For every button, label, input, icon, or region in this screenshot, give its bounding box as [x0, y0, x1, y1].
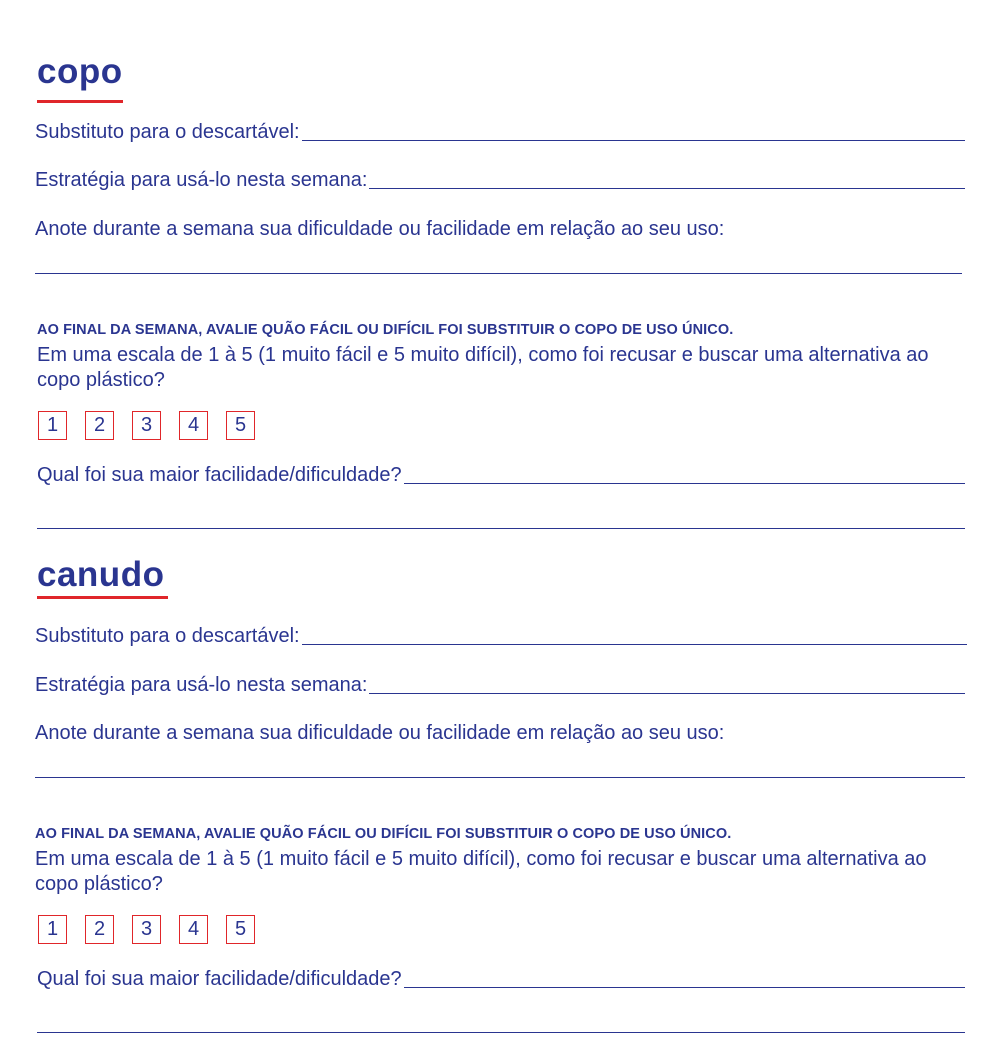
notes-label: Anote durante a semana sua dificuldade ou facilidade em relação ao seu uso: — [35, 218, 725, 240]
section-copo — [0, 0, 1000, 520]
scale-option-1[interactable]: 1 — [38, 915, 67, 944]
strategy-input-line[interactable] — [369, 168, 965, 189]
scale-option-3[interactable]: 3 — [132, 411, 161, 440]
strategy-label: Estratégia para usá-lo nesta semana: — [35, 169, 368, 191]
scale-option-5[interactable]: 5 — [226, 915, 255, 944]
strategy-label: Estratégia para usá-lo nesta semana: — [35, 674, 368, 696]
scale-option-5[interactable]: 5 — [226, 411, 255, 440]
ease-input-line[interactable] — [404, 463, 965, 484]
notes-input-line[interactable] — [35, 777, 965, 778]
substitute-input-line[interactable] — [302, 120, 965, 141]
strategy-field[interactable] — [35, 673, 965, 697]
scale-option-4[interactable]: 4 — [179, 411, 208, 440]
title-underline — [37, 100, 123, 103]
substitute-label: Substituto para o descartável: — [35, 121, 300, 143]
ease-input-line-2[interactable] — [37, 1032, 965, 1033]
substitute-label: Substituto para o descartável: — [35, 625, 300, 647]
difficulty-scale — [38, 915, 255, 944]
section-title: copo — [37, 52, 123, 91]
scale-option-2[interactable]: 2 — [85, 915, 114, 944]
ease-label: Qual foi sua maior facilidade/dificuldade? — [37, 968, 402, 990]
title-underline — [37, 596, 168, 599]
notes-label: Anote durante a semana sua dificuldade ou facilidade em relação ao seu uso: — [35, 722, 725, 744]
scale-question: Em uma escala de 1 à 5 (1 muito fácil e 5 muito difícil), como foi recusar e buscar uma alternativa ao copo plástico? — [35, 848, 927, 895]
ease-input-line[interactable] — [404, 967, 965, 988]
substitute-input-line[interactable] — [302, 624, 967, 645]
difficulty-scale — [38, 411, 255, 440]
notes-input-line[interactable] — [35, 273, 962, 274]
ease-label: Qual foi sua maior facilidade/dificuldade? — [37, 464, 402, 486]
ease-field[interactable] — [37, 967, 965, 991]
scale-option-1[interactable]: 1 — [38, 411, 67, 440]
strategy-input-line[interactable] — [369, 673, 965, 694]
scale-option-2[interactable]: 2 — [85, 411, 114, 440]
scale-option-4[interactable]: 4 — [179, 915, 208, 944]
section-title: canudo — [37, 555, 165, 594]
strategy-field[interactable] — [35, 168, 965, 192]
section-canudo — [0, 503, 1000, 1023]
scale-question: Em uma escala de 1 à 5 (1 muito fácil e 5 muito difícil), como foi recusar e buscar uma alternativa ao copo plástico? — [37, 344, 929, 391]
substitute-field[interactable] — [35, 624, 967, 648]
evaluate-heading: AO FINAL DA SEMANA, AVALIE QUÃO FÁCIL OU DIFÍCIL FOI SUBSTITUIR O COPO DE USO ÚNICO. — [37, 322, 734, 338]
scale-option-3[interactable]: 3 — [132, 915, 161, 944]
evaluate-heading: AO FINAL DA SEMANA, AVALIE QUÃO FÁCIL OU DIFÍCIL FOI SUBSTITUIR O COPO DE USO ÚNICO. — [35, 826, 732, 842]
substitute-field[interactable] — [35, 120, 965, 144]
ease-field[interactable] — [37, 463, 965, 487]
